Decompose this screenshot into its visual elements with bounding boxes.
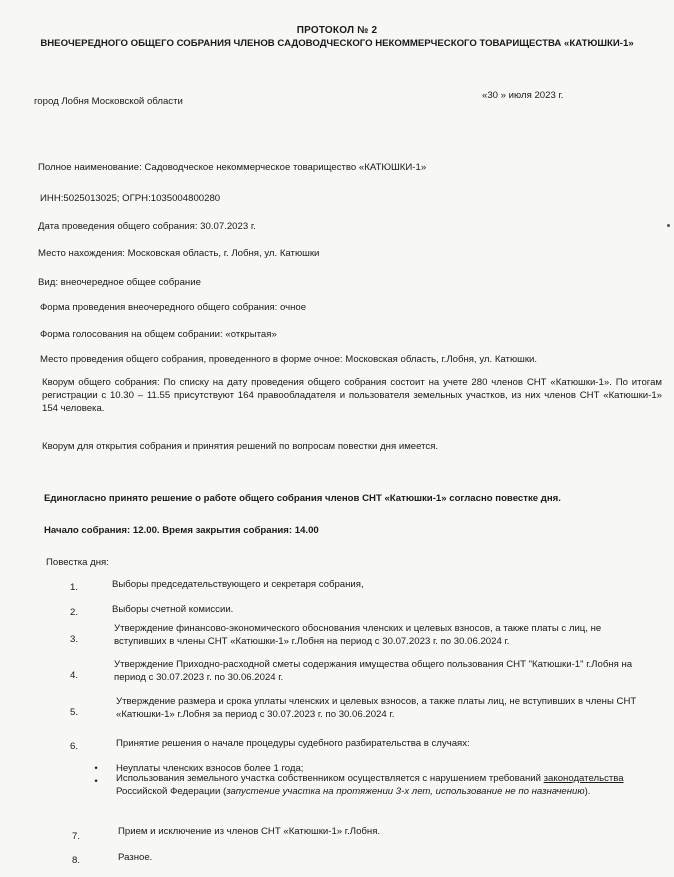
bullet-dot-icon: • xyxy=(94,776,98,787)
agenda-item-text: Выборы счетной комиссии. xyxy=(112,604,234,615)
agenda-item-number: 4. xyxy=(69,670,78,681)
agenda-item-number: 7. xyxy=(71,831,80,842)
protocol-title: ПРОТОКОЛ № 2 xyxy=(296,25,378,36)
agenda-item-text: Принятие решения о начале процедуры судебного разбирательства в случаях: xyxy=(116,738,470,749)
venue-field: Место проведения общего собрания, проведенного в форме очное: Московская область, г.Лобня, ул. Катюшки. xyxy=(40,354,538,365)
inn-field: ИНН:5025013025; ОГРН:1035004800280 xyxy=(40,193,221,204)
bullet-dot-icon: • xyxy=(94,763,98,774)
agenda-item-number: 5. xyxy=(69,707,78,718)
protocol-subtitle: ВНЕОЧЕРЕДНОГО ОБЩЕГО СОБРАНИЯ ЧЛЕНОВ САДОВОДЧЕСКОГО НЕКОММЕРЧЕСКОГО ТОВАРИЩЕСТВА «КАТЮШКИ-1» xyxy=(40,38,634,49)
voting-field: Форма голосования на общем собрании: «открытая» xyxy=(40,329,277,340)
agenda-item-text: Утверждение Приходно-расходной сметы содержания имущества общего пользования СНТ "Катюшки-1" г.Лобня на период с 30.07.2023 г. по 30.06.2024 г. xyxy=(114,659,633,683)
meeting-date-field: Дата проведения общего собрания: 30.07.2023 г. xyxy=(38,221,256,232)
bullet-text-italic: запустение участка на протяжении 3-х лет, использование не по назначению xyxy=(226,785,585,797)
city-line: город Лобня Московской области xyxy=(34,96,183,107)
bullet-text: Неуплаты членских взносов более 1 года; xyxy=(116,763,304,774)
meeting-times: Начало собрания: 12.00. Время закрытия собрания: 14.00 xyxy=(44,525,319,536)
quorum-paragraph: Кворум общего собрания: По списку на дату проведения общего собрания состоит на учете 280 членов СНТ «Катюшки-1». По итогам регистрации с 10.30 – 11.55 присутствуют 164 правообладателя и пользователя земельных участков, из них членов СНТ «Катюшки-1» 154 человека. xyxy=(42,377,662,414)
protocol-date: «30 » июля 2023 г. xyxy=(482,90,564,101)
scan-speck xyxy=(667,224,670,227)
bullet-text xyxy=(116,773,646,799)
bullet-text-end: ). xyxy=(584,785,591,797)
agenda-item-text: Разное. xyxy=(118,852,153,863)
bullet-text-start: Использования земельного участка собственником осуществляется с нарушением требований xyxy=(116,773,541,784)
agenda-heading: Повестка дня: xyxy=(46,557,109,568)
agenda-item-text: Прием и исключение из членов СНТ «Катюшки-1» г.Лобня. xyxy=(118,826,381,837)
agenda-item-text: Утверждение финансово-экономического обоснования членских и целевых взносов, а также платы с лиц, не вступивших в члены СНТ «Катюшки-1» г.Лобня на период с 30.07.2023 г. по 30.06.2024 г. xyxy=(114,623,602,647)
agenda-item-number: 2. xyxy=(69,607,78,618)
unanimous-decision: Единогласно принято решение о работе общего собрания членов СНТ «Катюшки-1» согласно повестке дня. xyxy=(44,493,561,504)
kind-field: Вид: внеочередное общее собрание xyxy=(38,277,201,288)
agenda-item-number: 1. xyxy=(69,582,78,593)
law-link-text: законодательства xyxy=(543,773,624,784)
agenda-item-number: 3. xyxy=(69,634,78,645)
form-field: Форма проведения внеочередного общего собрания: очное xyxy=(40,302,307,313)
agenda-item-text: Выборы председательствующего и секретаря собрания, xyxy=(112,579,364,590)
quorum-note: Кворум для открытия собрания и принятия решений по вопросам повестки дня имеется. xyxy=(42,441,439,452)
agenda-item-number: 8. xyxy=(71,855,80,866)
bullet-text-mid: Российской Федерации ( xyxy=(116,785,227,797)
agenda-item-text: Утверждение размера и срока уплаты членских и целевых взносов, а также платы лиц, не вступивших в члены СНТ «Катюшки-1» г.Лобня за период с 30.07.2023 г. по 30.06.2024 г. xyxy=(116,696,637,720)
agenda-item-number: 6. xyxy=(69,741,78,752)
full-name-field: Полное наименование: Садоводческое некоммерческое товарищество «КАТЮШКИ-1» xyxy=(38,162,427,173)
location-field: Место нахождения: Московская область, г. Лобня, ул. Катюшки xyxy=(38,248,320,259)
